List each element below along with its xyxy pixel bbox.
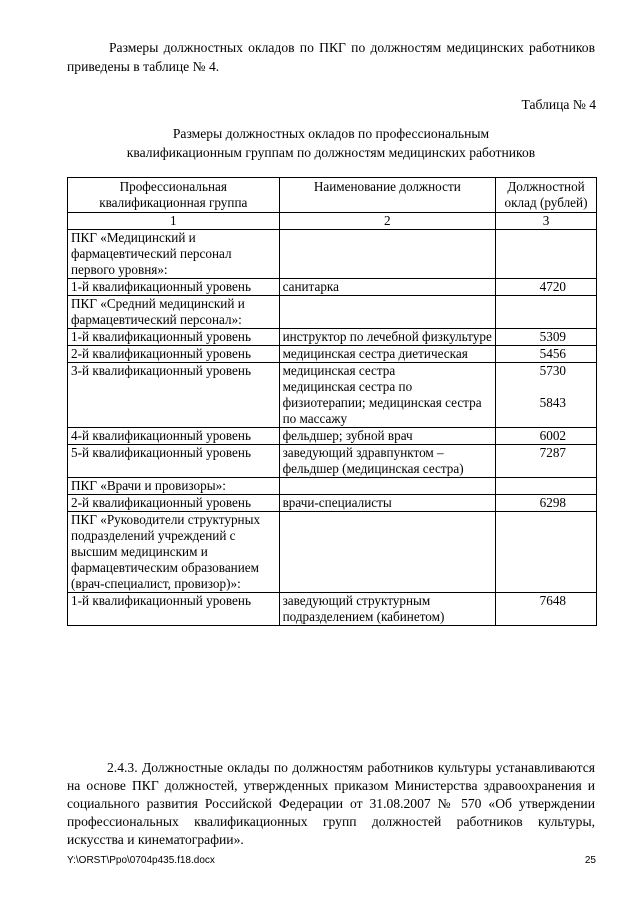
table-row bbox=[68, 279, 597, 296]
position-line: медицинская сестра bbox=[282, 363, 396, 378]
table-title bbox=[67, 124, 595, 162]
position-cell: медицинская сестра диетическая bbox=[279, 346, 495, 363]
intro-paragraph: Размеры должностных окладов по ПКГ по должностям медицинских работников приведены в таблице № 4. bbox=[67, 40, 595, 74]
group-cell: 5-й квалификационный уровень bbox=[68, 445, 280, 478]
table-row bbox=[68, 593, 597, 626]
group-cell: 3-й квалификационный уровень bbox=[68, 363, 280, 428]
group-cell: 2-й квалификационный уровень bbox=[68, 346, 280, 363]
group-cell: ПКГ «Медицинский и фармацевтический персонал первого уровня»: bbox=[68, 230, 280, 279]
table-row bbox=[68, 512, 597, 593]
salary-cell bbox=[496, 296, 597, 329]
salary-cell: 5309 bbox=[496, 329, 597, 346]
salary-cell: 7648 bbox=[496, 593, 597, 626]
column-number-3: 3 bbox=[496, 213, 597, 230]
group-cell: 1-й квалификационный уровень bbox=[68, 593, 280, 626]
group-cell: 1-й квалификационный уровень bbox=[68, 329, 280, 346]
header-salary: Должностной оклад (рублей) bbox=[496, 178, 597, 213]
table-number: Таблица № 4 bbox=[521, 97, 596, 112]
salary-value: 5843 bbox=[539, 395, 566, 410]
group-cell: ПКГ «Врачи и провизоры»: bbox=[68, 478, 280, 495]
table-header-row bbox=[68, 178, 597, 213]
table-row bbox=[68, 230, 597, 279]
table-row bbox=[68, 495, 597, 512]
header-group: Профессиональная квалификационная группа bbox=[68, 178, 280, 213]
salary-cell bbox=[496, 363, 597, 428]
column-number-2: 2 bbox=[279, 213, 495, 230]
group-cell: 1-й квалификационный уровень bbox=[68, 279, 280, 296]
position-cell bbox=[279, 512, 495, 593]
column-number-1: 1 bbox=[68, 213, 280, 230]
group-cell: ПКГ «Руководители структурных подразделений учреждений с высшим медицинским и фармацевтическим образованием (врач-специалист, провизор)»: bbox=[68, 512, 280, 593]
position-cell bbox=[279, 230, 495, 279]
spacer bbox=[499, 379, 566, 395]
salary-cell: 6002 bbox=[496, 428, 597, 445]
position-cell: заведующий здравпунктом – фельдшер (медицинская сестра) bbox=[279, 445, 495, 478]
group-cell: 2-й квалификационный уровень bbox=[68, 495, 280, 512]
group-cell: ПКГ «Средний медицинский и фармацевтический персонал»: bbox=[68, 296, 280, 329]
table-row bbox=[68, 296, 597, 329]
table-number-row bbox=[68, 213, 597, 230]
group-cell: 4-й квалификационный уровень bbox=[68, 428, 280, 445]
table-title-line-2: квалификационным группам по должностям медицинских работников bbox=[126, 145, 536, 160]
salary-value: 5730 bbox=[539, 363, 566, 378]
header-position: Наименование должности bbox=[279, 178, 495, 213]
position-cell bbox=[279, 363, 495, 428]
salary-table bbox=[67, 177, 597, 626]
table-row bbox=[68, 346, 597, 363]
position-cell bbox=[279, 296, 495, 329]
page-number: 25 bbox=[584, 855, 596, 866]
position-cell: заведующий структурным подразделением (кабинетом) bbox=[279, 593, 495, 626]
table-row bbox=[68, 363, 597, 428]
table-row bbox=[68, 478, 597, 495]
table-row bbox=[68, 428, 597, 445]
table-row bbox=[68, 445, 597, 478]
salary-cell bbox=[496, 230, 597, 279]
position-line: медицинская сестра по физиотерапии; медицинская сестра по массажу bbox=[282, 379, 482, 426]
position-cell: фельдшер; зубной врач bbox=[279, 428, 495, 445]
salary-cell bbox=[496, 512, 597, 593]
salary-cell: 4720 bbox=[496, 279, 597, 296]
salary-cell: 6298 bbox=[496, 495, 597, 512]
salary-cell: 7287 bbox=[496, 445, 597, 478]
position-cell: инструктор по лечебной физкультуре bbox=[279, 329, 495, 346]
position-cell: санитарка bbox=[279, 279, 495, 296]
salary-cell: 5456 bbox=[496, 346, 597, 363]
table-row bbox=[68, 329, 597, 346]
position-cell: врачи-специалисты bbox=[279, 495, 495, 512]
position-cell bbox=[279, 478, 495, 495]
table-title-line-1: Размеры должностных окладов по профессиональным bbox=[172, 126, 490, 141]
paragraph-2-4-3: 2.4.3. Должностные оклады по должностям работников культуры устанавливаются на основе ПКГ должностей, утвержденных приказом Министерства здравоохранения и социального развития Российской Федерации от 31.08.2007 № 570 «Об утверждении профессиональных квалификационных групп должностей работников культуры, искусства и кинематографии». bbox=[67, 760, 595, 847]
salary-cell bbox=[496, 478, 597, 495]
footer-file-path: Y:\ORST\Ppo\0704p435.f18.docx bbox=[67, 855, 215, 866]
